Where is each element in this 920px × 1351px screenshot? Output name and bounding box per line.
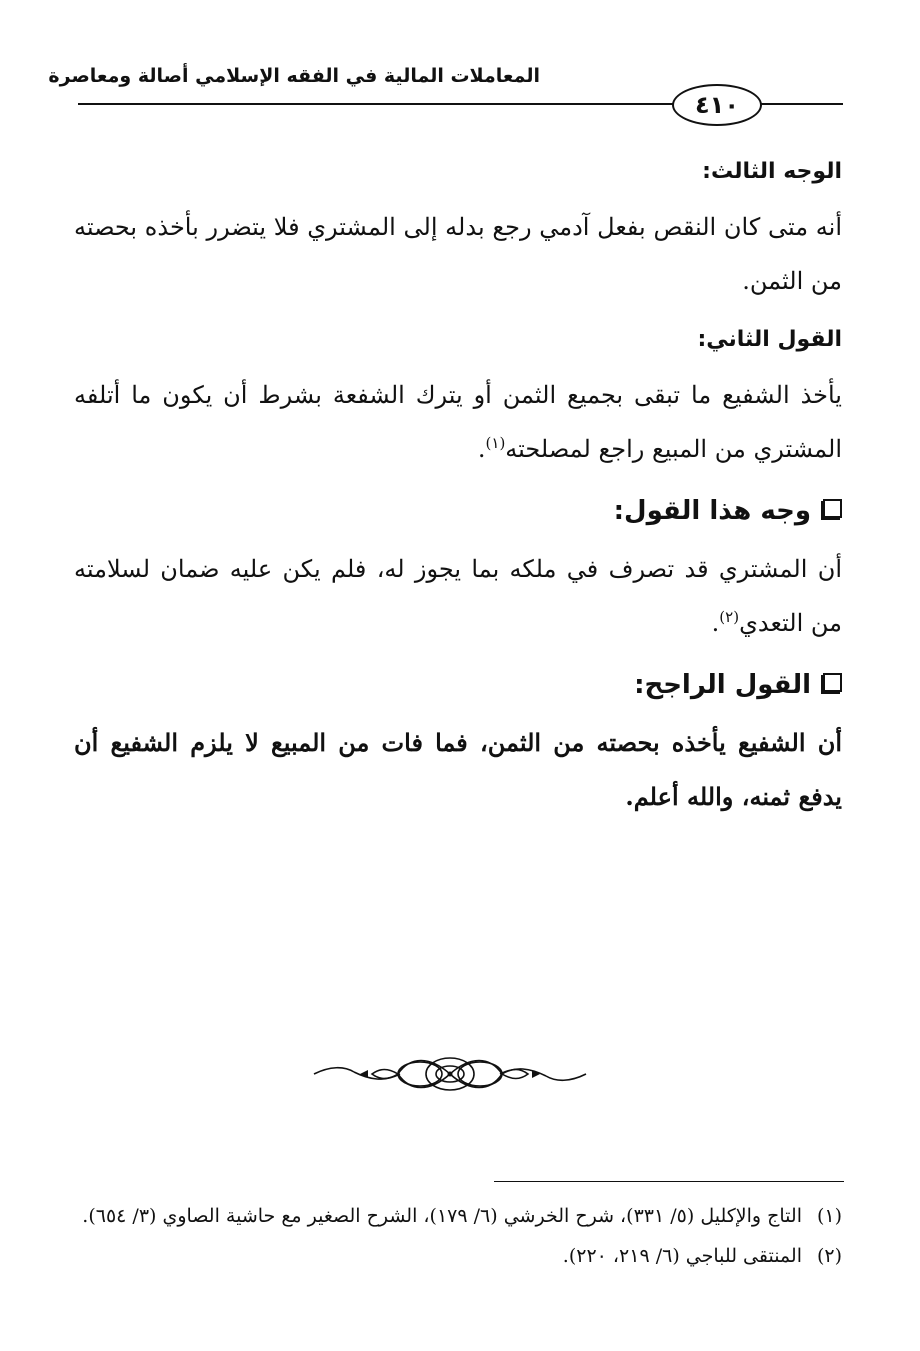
footnote-ref-2[interactable]: (٢) xyxy=(719,608,740,626)
heading-third-aspect: الوجه الثالث: xyxy=(702,159,842,184)
heading-second-opinion: القول الثاني: xyxy=(697,327,842,352)
footnote-2 xyxy=(74,1238,842,1274)
paragraph-preferred-opinion: أن الشفيع يأخذه بحصته من الثمن، فما فات من المبيع لا يلزم الشفيع أن يدفع ثمنه، والله أعلم. xyxy=(74,728,842,811)
footnote-1 xyxy=(74,1198,842,1234)
footnote-separator xyxy=(494,1181,844,1182)
heading-opinion-rationale xyxy=(74,480,842,542)
paragraph-second-opinion-end: . xyxy=(477,435,486,463)
running-title: المعاملات المالية في الفقه الإسلامي أصالة ومعاصرة xyxy=(48,65,540,87)
square-bullet-icon xyxy=(823,673,842,692)
footnotes xyxy=(74,1198,842,1278)
paragraph-opinion-rationale xyxy=(74,542,842,650)
heading-opinion-rationale-text: وجه هذا القول: xyxy=(613,496,811,526)
footnote-2-number: (٢) xyxy=(816,1245,842,1267)
footnote-2-text: المنتقى للباجي (٦/ ٢١٩، ٢٢٠). xyxy=(562,1245,802,1267)
heading-preferred-opinion xyxy=(74,654,842,716)
square-bullet-icon xyxy=(823,499,842,518)
paragraph-second-opinion-text: يأخذ الشفيع ما تبقى بجميع الثمن أو يترك الشفعة بشرط أن يكون ما أتلفه المشتري من المبيع راجع لمصلحته xyxy=(74,381,842,463)
paragraph-third-aspect: أنه متى كان النقص بفعل آدمي رجع بدله إلى المشتري فلا يتضرر بأخذه بحصته من الثمن. xyxy=(74,213,842,295)
paragraph-opinion-rationale-text: أن المشتري قد تصرف في ملكه بما يجوز له، فلم يكن عليه ضمان لسلامته من التعدي xyxy=(74,555,842,637)
page-number: ٤١٠ xyxy=(672,84,762,126)
paragraph-opinion-rationale-end: . xyxy=(711,609,720,637)
main-content xyxy=(74,144,842,824)
footnote-1-text: التاج والإكليل (٥/ ٣٣١)، شرح الخرشي (٦/ ١٧٩)، الشرح الصغير مع حاشية الصاوي (٣/ ٦٥٤). xyxy=(82,1205,802,1227)
footnote-1-number: (١) xyxy=(816,1205,842,1227)
paragraph-second-opinion xyxy=(74,368,842,476)
footnote-ref-1[interactable]: (١) xyxy=(485,434,506,452)
heading-preferred-opinion-text: القول الراجح: xyxy=(634,670,811,700)
ornament-divider-icon xyxy=(310,1050,590,1096)
